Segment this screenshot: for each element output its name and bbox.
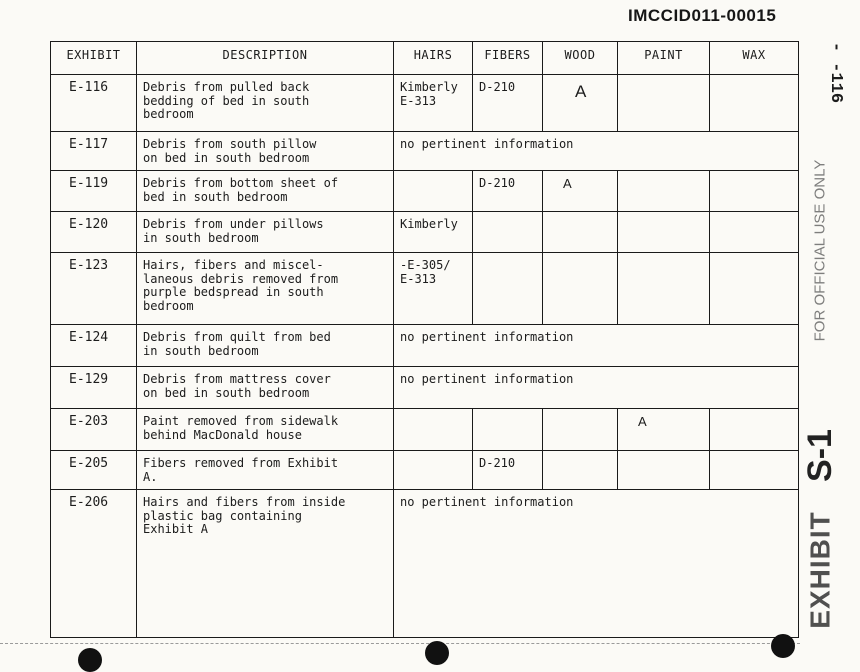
wax-cell <box>710 253 799 325</box>
fibers-value: D-210 <box>479 456 516 470</box>
table-body <box>51 75 799 638</box>
table-row <box>51 490 799 638</box>
exhibit-table <box>50 41 799 638</box>
exhibit-number: E-116 <box>51 75 137 132</box>
no-info-note: no pertinent information <box>394 132 799 171</box>
exhibit-number: E-205 <box>51 451 137 490</box>
paint-cell <box>618 451 710 490</box>
hairs-cell <box>394 212 473 253</box>
bottom-divider <box>0 643 800 644</box>
header-paint: PAINT <box>618 42 710 75</box>
hairs-line: E-313 <box>400 93 437 108</box>
hairs-cell <box>394 451 473 490</box>
description-line: Debris from quilt from bed <box>143 330 331 344</box>
wood-cell <box>543 253 618 325</box>
header-description: DESCRIPTION <box>137 42 394 75</box>
paint-cell <box>618 75 710 132</box>
exhibit-description <box>137 253 394 325</box>
no-info-note: no pertinent information <box>394 367 799 409</box>
exhibit-description <box>137 367 394 409</box>
fibers-cell <box>473 171 543 212</box>
table-row <box>51 451 799 490</box>
table-row <box>51 212 799 253</box>
description-line: in south bedroom <box>143 230 259 245</box>
wax-cell <box>710 409 799 451</box>
description-line: Debris from pulled back <box>143 80 310 94</box>
description-line: bedroom <box>143 107 194 121</box>
exhibit-description <box>137 75 394 132</box>
hairs-cell <box>394 171 473 212</box>
description-line: laneous debris removed from <box>143 271 339 286</box>
table-row <box>51 171 799 212</box>
hairs-line: Kimberly <box>400 80 458 94</box>
page-number <box>816 42 856 102</box>
exhibit-description <box>137 451 394 490</box>
description-line: Hairs, fibers and miscel- <box>143 258 324 272</box>
punch-hole <box>771 634 795 658</box>
description-line: Exhibit A <box>143 522 209 536</box>
fibers-value: D-210 <box>479 176 516 190</box>
hairs-cell <box>394 253 473 325</box>
description-line: Debris from bottom sheet of <box>143 176 339 190</box>
wood-value: A <box>563 176 572 191</box>
description-line: bedroom <box>143 298 194 313</box>
official-use-text: FOR OFFICIAL USE ONLY <box>811 159 829 341</box>
table-row <box>51 409 799 451</box>
hairs-line: Kimberly <box>400 217 458 231</box>
description-line: behind MacDonald house <box>143 427 302 442</box>
fibers-cell <box>473 451 543 490</box>
wax-cell <box>710 75 799 132</box>
description-line: Hairs and fibers from inside <box>143 495 346 509</box>
exhibit-description <box>137 132 394 171</box>
exhibit-number: E-120 <box>51 212 137 253</box>
description-line: purple bedspread in south <box>143 285 324 299</box>
table-row <box>51 132 799 171</box>
fibers-cell <box>473 409 543 451</box>
official-use-mark <box>790 140 850 360</box>
wood-cell <box>543 212 618 253</box>
wax-cell <box>710 212 799 253</box>
table-row <box>51 367 799 409</box>
header-fibers: FIBERS <box>473 42 543 75</box>
exhibit-stamp-text: EXHIBIT <box>805 511 836 629</box>
exhibit-description <box>137 490 394 638</box>
hairs-cell <box>394 75 473 132</box>
paint-cell <box>618 212 710 253</box>
paint-cell <box>618 253 710 325</box>
header-exhibit: EXHIBIT <box>51 42 137 75</box>
description-line: Fibers removed from Exhibit <box>143 456 339 470</box>
exhibit-description <box>137 171 394 212</box>
paint-cell <box>618 409 710 451</box>
description-line: Debris from under pillows <box>143 217 324 231</box>
punch-hole <box>78 648 102 672</box>
exhibit-description <box>137 409 394 451</box>
fibers-cell <box>473 75 543 132</box>
description-line: in south bedroom <box>143 343 259 358</box>
header-hairs: HAIRS <box>394 42 473 75</box>
table-row <box>51 253 799 325</box>
description-line: bedding of bed in south <box>143 93 310 108</box>
exhibit-description <box>137 325 394 367</box>
paint-cell <box>618 171 710 212</box>
header-wood: WOOD <box>543 42 618 75</box>
description-line: Paint removed from sidewalk <box>143 414 339 428</box>
s-mark-text: S-1 <box>800 428 839 482</box>
table-row <box>51 75 799 132</box>
hairs-line: E-313 <box>400 271 437 286</box>
paint-value: A <box>638 414 647 429</box>
wood-value: A <box>575 82 587 101</box>
exhibit-description <box>137 212 394 253</box>
exhibit-number: E-129 <box>51 367 137 409</box>
description-line: on bed in south bedroom <box>143 150 310 165</box>
wood-cell <box>543 451 618 490</box>
header-wax: WAX <box>710 42 799 75</box>
wood-cell <box>543 171 618 212</box>
page-number-text: - -116 <box>826 41 846 103</box>
table-row <box>51 325 799 367</box>
fibers-cell <box>473 212 543 253</box>
wax-cell <box>710 171 799 212</box>
exhibit-number: E-203 <box>51 409 137 451</box>
exhibit-number: E-206 <box>51 490 137 638</box>
table-header-row <box>51 42 799 75</box>
hairs-line: -E-305/ <box>400 258 451 272</box>
exhibit-stamp <box>794 510 848 630</box>
description-line: bed in south bedroom <box>143 189 288 204</box>
exhibit-number: E-119 <box>51 171 137 212</box>
exhibit-number: E-123 <box>51 253 137 325</box>
no-info-note: no pertinent information <box>394 490 799 638</box>
description-line: plastic bag containing <box>143 508 302 523</box>
description-line: Debris from south pillow <box>143 137 317 151</box>
hairs-cell <box>394 409 473 451</box>
document-id: IMCCID011-00015 <box>628 6 777 25</box>
wood-cell <box>543 409 618 451</box>
s-mark <box>790 400 850 510</box>
exhibit-number: E-124 <box>51 325 137 367</box>
fibers-cell <box>473 253 543 325</box>
fibers-value: D-210 <box>479 80 516 94</box>
no-info-note: no pertinent information <box>394 325 799 367</box>
wood-cell <box>543 75 618 132</box>
exhibit-number: E-117 <box>51 132 137 171</box>
wax-cell <box>710 451 799 490</box>
punch-hole <box>425 641 449 665</box>
description-line: Debris from mattress cover <box>143 372 331 386</box>
description-line: on bed in south bedroom <box>143 385 310 400</box>
description-line: A. <box>143 469 158 484</box>
